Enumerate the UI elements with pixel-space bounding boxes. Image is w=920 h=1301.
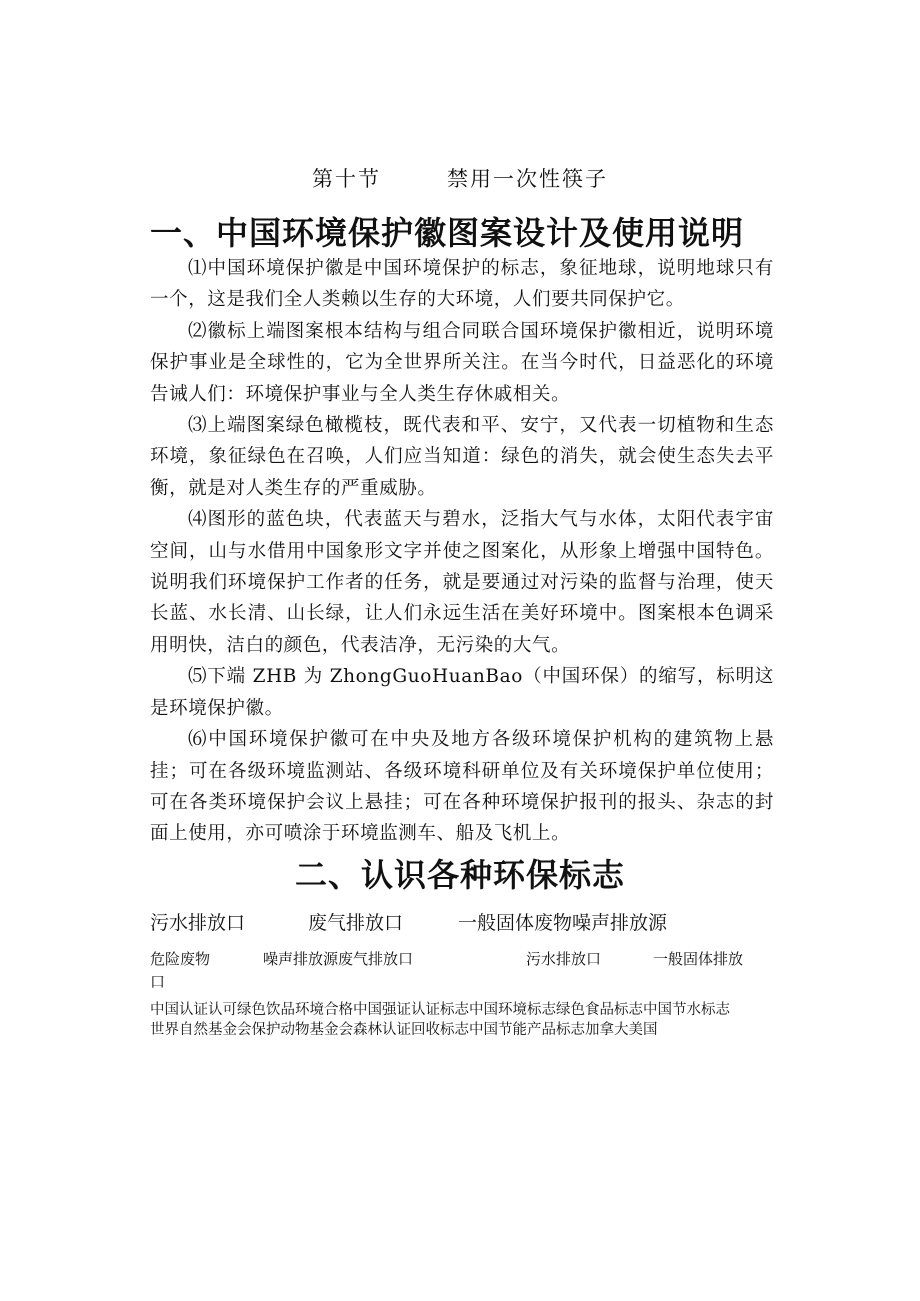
paragraph-1: ⑴中国环境保护徽是中国环境保护的标志，象征地球，说明地球只有一个，这是我们全人类赖以生存的大环境，人们要共同保护它。 [150, 258, 774, 311]
paragraph-3: ⑶上端图案绿色橄榄枝，既代表和平、安宁，又代表一切植物和生态环境，象征绿色在召唤，人们应当知道：绿色的消失，就会使生态失去平衡，就是对人类生存的严重威胁。 [150, 415, 774, 499]
sign-label-sewage-outlet: 污水排放口 [150, 912, 246, 934]
section-title [0, 163, 920, 193]
sign-label-solid-discharge: 一般固体排放 [653, 950, 744, 968]
heading-eco-signs: 二、认识各种环保标志 [294, 856, 625, 894]
section-name: 禁用一次性筷子 [447, 167, 608, 191]
emblem-description [150, 253, 774, 850]
sign-label-hazardous-waste: 危险废物 [150, 950, 211, 968]
paragraph-5: ⑸下端 ZHB 为 ZhongGuoHuanBao（中国环保）的缩写，标明这是环境保护徽。 [150, 666, 774, 719]
sign-label-solid-discharge-wrap: 口 [150, 973, 166, 991]
paragraph-2: ⑵徽标上端图案根本结构与组合同联合国环境保护徽相近，说明环境保护事业是全球性的，它为全世界所关注。在当今时代，日益恶化的环境告诫人们：环境保护事业与全人类生存休戚相关。 [150, 320, 774, 405]
sign-label-noise-exhaust: 噪声排放源废气排放口 [263, 950, 414, 968]
section-number: 第十节 [312, 167, 381, 191]
paragraph-6: ⑹中国环境保护徽可在中央及地方各级环境保护机构的建筑物上悬挂；可在各级环境监测站、各级环境科研单位及有关环境保护单位使用；可在各类环境保护会议上悬挂；可在各种环境保护报刊的报头、杂志的封面上使用，亦可喷涂于环境监测车、船及飞机上。 [150, 729, 774, 845]
sign-label-solid-waste-noise: 一般固体废物噪声排放源 [458, 912, 668, 934]
certification-labels [150, 1000, 790, 1040]
certification-line-1: 中国认证认可绿色饮品环境合格中国强证认证标志中国环境标志绿色食品标志中国节水标志 [150, 1002, 730, 1018]
sign-label-exhaust-outlet: 废气排放口 [308, 912, 404, 934]
paragraph-4: ⑷图形的蓝色块，代表蓝天与碧水，泛指大气与水体，太阳代表宇宙空间，山与水借用中国象形文字并使之图案化，从形象上增强中国特色。说明我们环境保护工作者的任务，就是要通过对污染的监督与治理，使天长蓝、水长清、山长绿，让人们永远生活在美好环境中。图案根本色调采用明快，洁白的颜色，代表洁净，无污染的大气。 [150, 509, 774, 656]
sign-label-sewage-outlet-2: 污水排放口 [526, 950, 602, 968]
heading-emblem-design: 一、中国环境保护徽图案设计及使用说明 [150, 214, 745, 252]
certification-line-2: 世界自然基金会保护动物基金会森林认证回收标志中国节能产品标志加拿大美国 [150, 1022, 658, 1038]
sign-labels-row-2 [150, 948, 770, 998]
